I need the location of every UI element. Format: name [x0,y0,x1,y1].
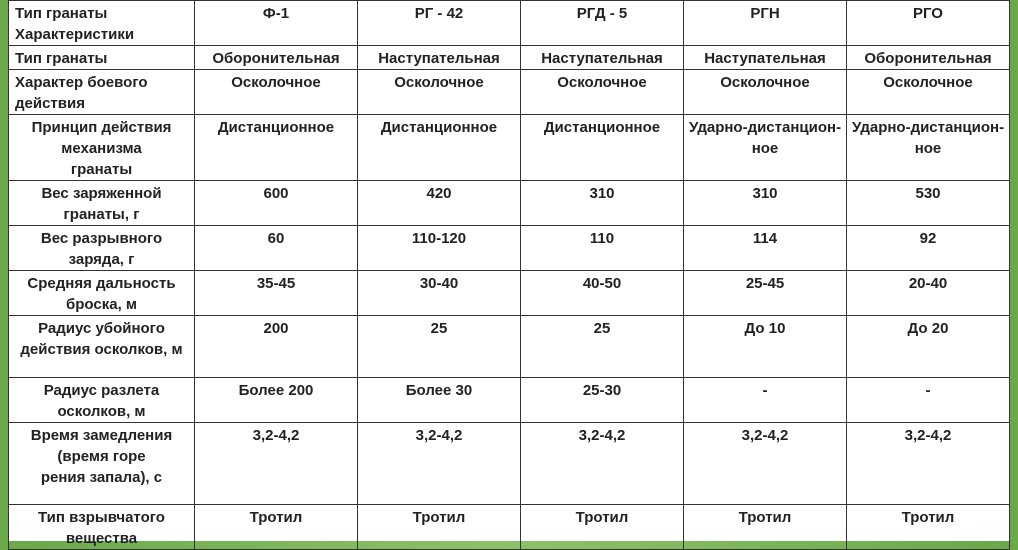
table-cell: 530 [847,181,1010,226]
table-cell: Осколочное [684,70,847,115]
table-row [9,316,1010,378]
table-row [9,505,1010,550]
table-cell: Тротил [521,505,684,550]
table-cell: 30-40 [358,271,521,316]
table-cell: 600 [195,181,358,226]
table-cell: 3,2-4,2 [195,423,358,505]
table-row [9,115,1010,181]
table-cell: 35-45 [195,271,358,316]
table-cell: 420 [358,181,521,226]
table-cell: Осколочное [358,70,521,115]
column-header: РГД - 5 [521,1,684,46]
table-cell: - [847,378,1010,423]
table-cell: Более 30 [358,378,521,423]
table-cell: Ударно-дистанцион- ное [684,115,847,181]
corner-cell [9,1,195,46]
row-label: Принцип действия механизма гранаты [9,115,195,181]
table-cell: Дистанционное [521,115,684,181]
header-row [9,1,1010,46]
table-cell: - [684,378,847,423]
row-label: Тип взрывчатого вещества [9,505,195,550]
table-cell: Наступательная [358,46,521,70]
table-cell: Дистанционное [358,115,521,181]
row-label: Радиус убойного действия осколков, м [9,316,195,378]
table-cell: Наступательная [684,46,847,70]
table-cell: Тротил [847,505,1010,550]
column-header: РГ - 42 [358,1,521,46]
row-label: Тип гранаты [9,46,195,70]
table-cell: 3,2-4,2 [847,423,1010,505]
table-cell: 20-40 [847,271,1010,316]
grenade-characteristics-table [8,0,1010,550]
column-header: РГН [684,1,847,46]
table-cell: 25 [521,316,684,378]
table-row [9,70,1010,115]
table-row [9,46,1010,70]
row-label: Вес разрывного заряда, г [9,226,195,271]
table-cell: 40-50 [521,271,684,316]
table-cell: До 10 [684,316,847,378]
table-cell: 25-30 [521,378,684,423]
table-cell: Ударно-дистанцион- ное [847,115,1010,181]
table-cell: 114 [684,226,847,271]
table-cell: Оборонительная [847,46,1010,70]
column-header: Ф-1 [195,1,358,46]
table-cell: 110-120 [358,226,521,271]
table-cell: 310 [684,181,847,226]
table-cell: Тротил [358,505,521,550]
table-cell: Осколочное [195,70,358,115]
row-label: Радиус разлета осколков, м [9,378,195,423]
table-cell: 110 [521,226,684,271]
table-cell: Оборонительная [195,46,358,70]
table-cell: 310 [521,181,684,226]
table-row [9,378,1010,423]
table-cell: 92 [847,226,1010,271]
table-cell: Наступательная [521,46,684,70]
table-cell: Дистанционное [195,115,358,181]
table-cell: 25 [358,316,521,378]
table-cell: 200 [195,316,358,378]
table-cell: 3,2-4,2 [358,423,521,505]
table-cell: 3,2-4,2 [684,423,847,505]
table-cell: Более 200 [195,378,358,423]
table-cell: 3,2-4,2 [521,423,684,505]
table-sheet [8,0,1009,547]
row-label: Характер боевого действия [9,70,195,115]
row-label: Время замедления (время горе рения запала), с [9,423,195,505]
table-cell: Осколочное [521,70,684,115]
table-row [9,271,1010,316]
table-row [9,226,1010,271]
corner-line2: Характеристики [15,26,135,43]
table-row [9,423,1010,505]
row-label: Средняя дальность броска, м [9,271,195,316]
table-row [9,181,1010,226]
corner-line1: Тип гранаты [15,5,108,22]
table-cell: Тротил [684,505,847,550]
column-header: РГО [847,1,1010,46]
table-cell: 25-45 [684,271,847,316]
table-cell: 60 [195,226,358,271]
table-cell: До 20 [847,316,1010,378]
row-label: Вес заряженной гранаты, г [9,181,195,226]
table-cell: Осколочное [847,70,1010,115]
table-cell: Тротил [195,505,358,550]
